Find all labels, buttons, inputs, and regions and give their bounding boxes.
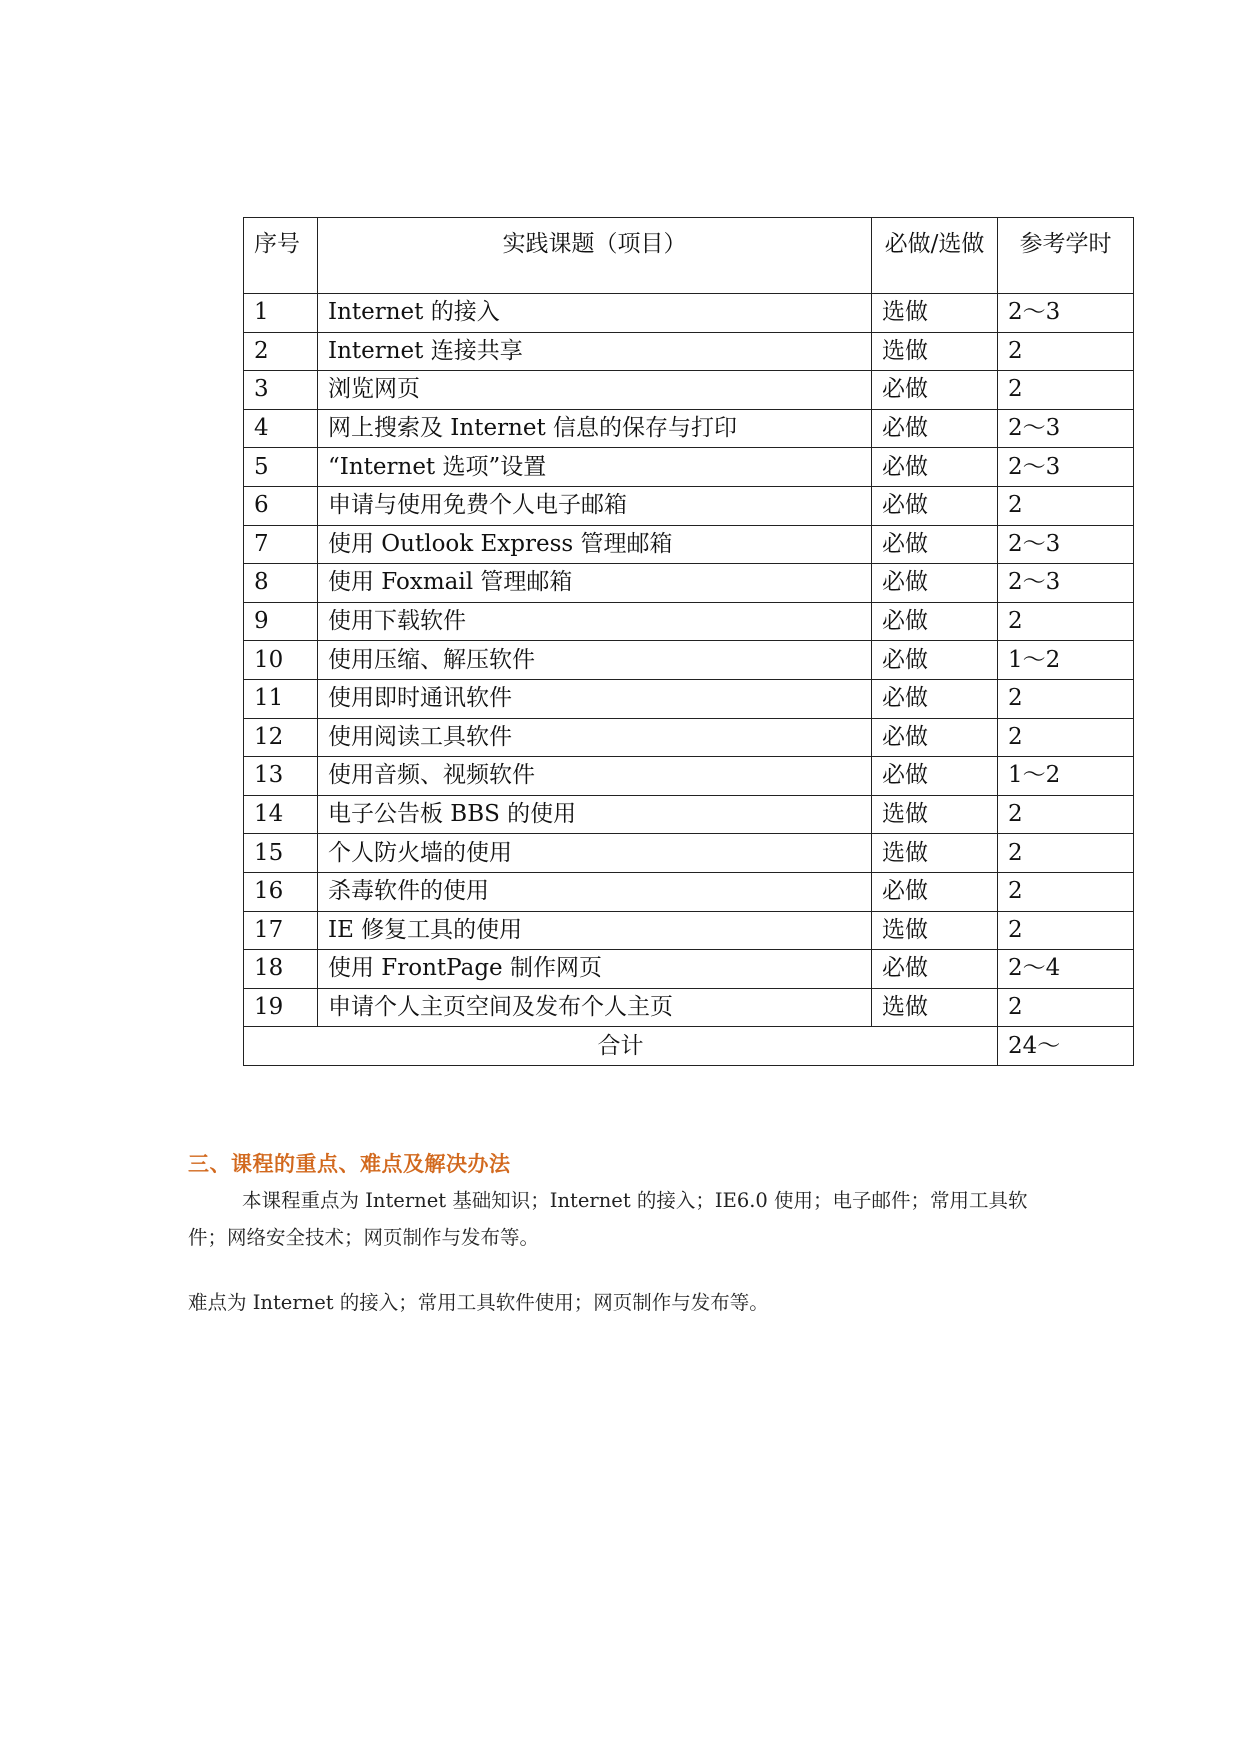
table-row: [244, 757, 1134, 796]
cell-hours: 2: [998, 911, 1134, 950]
cell-requirement: 选做: [872, 988, 998, 1027]
cell-hours: 2: [998, 602, 1134, 641]
cell-hours: 2: [998, 486, 1134, 525]
table-row: [244, 834, 1134, 873]
cell-requirement: 必做: [872, 564, 998, 603]
cell-requirement: 必做: [872, 641, 998, 680]
table-row: [244, 795, 1134, 834]
cell-hours: 2～3: [998, 564, 1134, 603]
cell-hours: 1～2: [998, 641, 1134, 680]
cell-requirement: 必做: [872, 757, 998, 796]
table-row: [244, 448, 1134, 487]
cell-hours: 2: [998, 332, 1134, 371]
cell-requirement: 必做: [872, 950, 998, 989]
cell-requirement: 选做: [872, 795, 998, 834]
cell-requirement: 必做: [872, 371, 998, 410]
cell-no: 7: [244, 525, 318, 564]
table-row: [244, 911, 1134, 950]
table-row: [244, 602, 1134, 641]
cell-hours: 2～3: [998, 409, 1134, 448]
cell-requirement: 选做: [872, 834, 998, 873]
header-title: 实践课题（项目）: [318, 218, 872, 294]
table-row: [244, 332, 1134, 371]
table-row: [244, 486, 1134, 525]
cell-title: 使用下载软件: [318, 602, 872, 641]
table-total-row: [244, 1027, 1134, 1066]
cell-requirement: 必做: [872, 679, 998, 718]
table-row: [244, 525, 1134, 564]
cell-hours: 2: [998, 872, 1134, 911]
cell-hours: 2: [998, 834, 1134, 873]
table-body: [244, 294, 1134, 1027]
cell-no: 1: [244, 294, 318, 333]
table-row: [244, 988, 1134, 1027]
table-row: [244, 371, 1134, 410]
cell-requirement: 必做: [872, 718, 998, 757]
cell-no: 14: [244, 795, 318, 834]
difficulties-paragraph: 难点为 Internet 的接入；常用工具软件使用；网页制作与发布等。: [188, 1291, 769, 1314]
cell-requirement: 必做: [872, 409, 998, 448]
cell-no: 2: [244, 332, 318, 371]
cell-no: 8: [244, 564, 318, 603]
cell-no: 3: [244, 371, 318, 410]
cell-hours: 1～2: [998, 757, 1134, 796]
cell-title: 使用压缩、解压软件: [318, 641, 872, 680]
cell-no: 9: [244, 602, 318, 641]
table-row: [244, 564, 1134, 603]
cell-requirement: 必做: [872, 448, 998, 487]
cell-requirement: 必做: [872, 872, 998, 911]
cell-no: 19: [244, 988, 318, 1027]
cell-title: 使用阅读工具软件: [318, 718, 872, 757]
key-points-paragraph: 本课程重点为 Internet 基础知识；Internet 的接入；IE6.0 使用；电子邮件；常用工具软件；网络安全技术；网页制作与发布等。: [188, 1189, 1028, 1249]
total-hours: 24～: [998, 1027, 1134, 1066]
cell-title: 使用即时通讯软件: [318, 679, 872, 718]
cell-title: 使用 FrontPage 制作网页: [318, 950, 872, 989]
table-row: [244, 679, 1134, 718]
cell-no: 5: [244, 448, 318, 487]
cell-no: 4: [244, 409, 318, 448]
cell-title: 使用音频、视频软件: [318, 757, 872, 796]
cell-no: 17: [244, 911, 318, 950]
cell-hours: 2: [998, 679, 1134, 718]
cell-title: IE 修复工具的使用: [318, 911, 872, 950]
cell-requirement: 选做: [872, 332, 998, 371]
table-row: [244, 294, 1134, 333]
section-heading: 三、课程的重点、难点及解决办法: [188, 1152, 511, 1176]
header-hours: 参考学时: [998, 218, 1134, 294]
cell-title: Internet 连接共享: [318, 332, 872, 371]
table-header-row: [244, 218, 1134, 294]
cell-title: 使用 Foxmail 管理邮箱: [318, 564, 872, 603]
cell-title: 个人防火墙的使用: [318, 834, 872, 873]
cell-requirement: 必做: [872, 602, 998, 641]
header-requirement: 必做/选做: [872, 218, 998, 294]
cell-hours: 2: [998, 371, 1134, 410]
cell-hours: 2～4: [998, 950, 1134, 989]
cell-hours: 2: [998, 718, 1134, 757]
table-row: [244, 950, 1134, 989]
cell-title: Internet 的接入: [318, 294, 872, 333]
cell-title: 杀毒软件的使用: [318, 872, 872, 911]
cell-hours: 2: [998, 988, 1134, 1027]
table-row: [244, 718, 1134, 757]
cell-title: 网上搜索及 Internet 信息的保存与打印: [318, 409, 872, 448]
cell-hours: 2: [998, 795, 1134, 834]
cell-no: 18: [244, 950, 318, 989]
cell-no: 10: [244, 641, 318, 680]
cell-no: 15: [244, 834, 318, 873]
cell-requirement: 选做: [872, 911, 998, 950]
cell-hours: 2～3: [998, 448, 1134, 487]
table-row: [244, 409, 1134, 448]
total-label: 合计: [244, 1027, 998, 1066]
cell-title: 浏览网页: [318, 371, 872, 410]
cell-title: 申请与使用免费个人电子邮箱: [318, 486, 872, 525]
cell-no: 16: [244, 872, 318, 911]
table-row: [244, 641, 1134, 680]
practice-table-container: [243, 217, 1112, 1067]
cell-hours: 2～3: [998, 525, 1134, 564]
header-no: 序号: [244, 218, 318, 294]
cell-title: 使用 Outlook Express 管理邮箱: [318, 525, 872, 564]
cell-no: 12: [244, 718, 318, 757]
cell-requirement: 必做: [872, 486, 998, 525]
cell-no: 6: [244, 486, 318, 525]
cell-title: “Internet 选项”设置: [318, 448, 872, 487]
cell-title: 申请个人主页空间及发布个人主页: [318, 988, 872, 1027]
practice-table: [243, 217, 1134, 1066]
cell-no: 11: [244, 679, 318, 718]
cell-requirement: 选做: [872, 294, 998, 333]
cell-hours: 2～3: [998, 294, 1134, 333]
cell-requirement: 必做: [872, 525, 998, 564]
table-row: [244, 872, 1134, 911]
cell-title: 电子公告板 BBS 的使用: [318, 795, 872, 834]
cell-no: 13: [244, 757, 318, 796]
